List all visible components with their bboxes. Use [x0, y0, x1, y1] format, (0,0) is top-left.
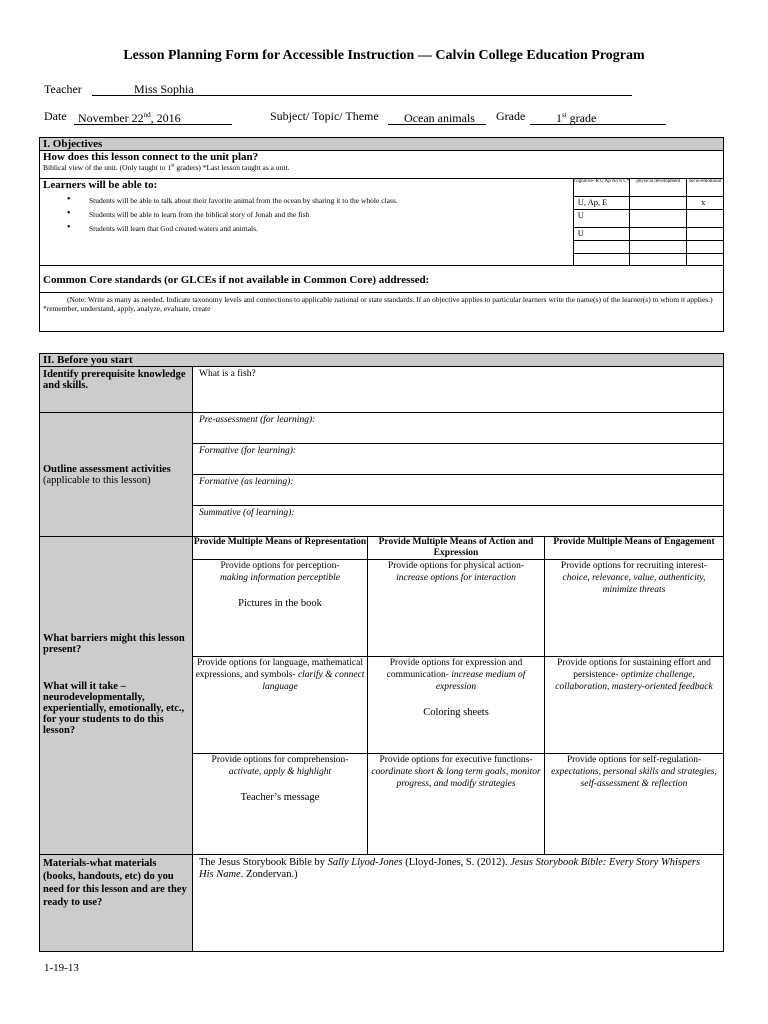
objective-cell[interactable]: U [573, 228, 630, 241]
subject-label: Subject/ Topic/ Theme [270, 109, 379, 123]
objective-cell[interactable] [630, 210, 687, 228]
materials-label: Materials-what materials (books, handouts, etc) do you need for this lesson and are they ready to use? [40, 855, 193, 952]
teacher-value: Miss Sophia [134, 82, 194, 96]
udl-cell[interactable] [368, 560, 545, 657]
taxonomy-text: *remember, understand, apply, analyze, evaluate, create [43, 304, 211, 313]
grade-value: 1st grade [556, 111, 597, 125]
pre-assessment-field[interactable]: Pre-assessment (for learning): [193, 413, 724, 444]
barriers-label: What barriers might this lesson present? [43, 633, 185, 655]
grade-label: Grade [496, 109, 526, 123]
materials-author: Sally Llyod-Jones [327, 857, 403, 868]
objective-cell[interactable] [630, 228, 687, 241]
objective-cell[interactable] [687, 241, 724, 254]
udl-lead: Provide options for comprehension- [211, 755, 349, 765]
udl-italic: increase medium of expression [435, 670, 526, 692]
common-core-cell[interactable] [40, 266, 724, 293]
unit-connection-cell[interactable] [40, 151, 724, 179]
objective-cell[interactable] [573, 254, 630, 266]
before-table [39, 353, 724, 952]
before-header: II. Before you start [40, 354, 724, 367]
subject-value: Ocean animals [404, 111, 475, 125]
udl-cell[interactable] [368, 754, 545, 855]
materials-part: (Lloyd-Jones, S. (2012). [402, 857, 511, 868]
udl-entry: Teacher’s message [240, 792, 320, 803]
objective-cell[interactable]: x [687, 197, 724, 210]
objective-cell[interactable] [573, 241, 630, 254]
udl-lead: Provide options for expression and communication- [386, 658, 523, 680]
objective-item: • Students will learn that God created waters and animals. [43, 224, 573, 238]
grade-field[interactable] [530, 109, 666, 125]
subject-field[interactable] [388, 109, 486, 125]
udl-italic: optimize challenge, collaboration, mastery-oriented feedback [555, 670, 713, 692]
objectives-table [39, 137, 724, 332]
date-label: Date [44, 109, 67, 123]
common-core-label: Common Core standards (or GLCEs if not available in Common Core) addressed: [43, 274, 430, 286]
materials-part: . Zondervan.) [240, 869, 298, 880]
objectives-header: I. Objectives [40, 138, 724, 151]
learners-cell[interactable] [40, 179, 574, 266]
udl-cell[interactable] [545, 560, 724, 657]
udl-italic: making information perceptible [220, 573, 340, 583]
date-value: November 22nd, 2016 [78, 111, 181, 125]
udl-lead: Provide options for language, mathematical expressions, and symbols- [195, 658, 363, 680]
col-socio-header: socio-emotional [687, 179, 724, 197]
udl-lead: Provide options for self-regulation- [566, 755, 702, 765]
objective-item: • Students will be able to talk about their favorite animal from the ocean by sharing it to the whole class. [43, 196, 573, 210]
objective-cell[interactable] [687, 254, 724, 266]
formative-as-field[interactable]: Formative (as learning): [193, 475, 724, 506]
udl-lead: Provide options for executive functions- [379, 755, 533, 765]
materials-part: The Jesus Storybook Bible by [199, 857, 328, 868]
objective-cell[interactable] [687, 210, 724, 228]
teacher-row [44, 80, 82, 98]
objective-cell[interactable]: U [573, 210, 630, 228]
summative-field[interactable]: Summative (of learning): [193, 506, 724, 537]
udl-cell[interactable] [193, 657, 368, 754]
what-will-it-take-label: What will it take – neurodevelopmentally, experientially, emotionally, etc., for your students to do this lesson? [43, 681, 185, 736]
prereq-label: Identify prerequisite knowledge and skills. [40, 367, 193, 413]
udl-lead: Provide options for perception- [220, 561, 340, 571]
unit-connection-answer: Biblical view of the unit. (Only taught to 1st graders) *Last lesson taught as a unit. [43, 163, 290, 172]
assessment-label: Outline assessment activities [43, 463, 171, 475]
objectives-list [43, 196, 573, 238]
udl-cell[interactable] [368, 657, 545, 754]
note-cell [40, 293, 724, 332]
learners-label: Learners will be able to: [43, 179, 158, 191]
udl-italic: choice, relevance, value, authenticity, minimize threats [562, 573, 706, 595]
udl-italic: clarify & connect language [262, 670, 365, 692]
udl-header-action: Provide Multiple Means of Action and Expression [368, 537, 545, 560]
udl-entry: Pictures in the book [238, 598, 322, 609]
formative-for-field[interactable]: Formative (for learning): [193, 444, 724, 475]
assessment-label-cell [40, 413, 193, 537]
teacher-label: Teacher [44, 82, 82, 96]
note-text: (Note: Write as many as needed. Indicate taxonomy levels and connections to applicable national or state standards. If an objective applies to particular learners write the name(s) of the learner(s) to whom it applies.) [67, 295, 713, 304]
udl-header-representation: Provide Multiple Means of Representation [193, 537, 368, 560]
objective-cell[interactable]: U, Ap, E [573, 197, 630, 210]
unit-connection-question: How does this lesson connect to the unit plan? [43, 151, 259, 163]
udl-cell[interactable] [193, 560, 368, 657]
teacher-field[interactable] [92, 80, 632, 96]
barriers-label-cell [40, 537, 193, 855]
form-title: Lesson Planning Form for Accessible Instruction — Calvin College Education Program [123, 48, 645, 63]
assessment-sublabel: (applicable to this lesson) [43, 474, 151, 486]
footer-date: 1-19-13 [44, 962, 79, 974]
col-cognitive-header: cognitive- R U Ap An E C* [573, 179, 630, 197]
materials-value[interactable] [193, 855, 724, 952]
udl-lead: Provide options for sustaining effort and persistence- [557, 658, 711, 680]
udl-italic: increase options for interaction [396, 573, 516, 583]
objective-cell[interactable] [630, 254, 687, 266]
objective-cell[interactable] [630, 197, 687, 210]
udl-italic: activate, apply & highlight [228, 767, 332, 777]
objective-cell[interactable] [687, 228, 724, 241]
materials-book-title: Jesus Storybook Bible: Every Story Whispers His Name [199, 857, 701, 880]
udl-cell[interactable] [545, 754, 724, 855]
udl-entry: Coloring sheets [423, 707, 489, 718]
date-field[interactable] [74, 109, 232, 125]
udl-lead: Provide options for physical action- [387, 561, 525, 571]
udl-italic: expectations, personal skills and strategies, self-assessment & reflection [551, 767, 717, 789]
udl-italic: coordinate short & long term goals, monitor progress, and modify strategies [371, 767, 541, 789]
objective-item: • Students will be able to learn from the biblical story of Jonah and the fish [43, 210, 573, 224]
objective-cell[interactable] [630, 241, 687, 254]
udl-cell[interactable] [193, 754, 368, 855]
prereq-value[interactable]: What is a fish? [193, 367, 724, 413]
udl-lead: Provide options for recruiting interest- [560, 561, 708, 571]
udl-header-engagement: Provide Multiple Means of Engagement [545, 537, 724, 560]
udl-cell[interactable] [545, 657, 724, 754]
col-physical-header: physical development [630, 179, 687, 197]
